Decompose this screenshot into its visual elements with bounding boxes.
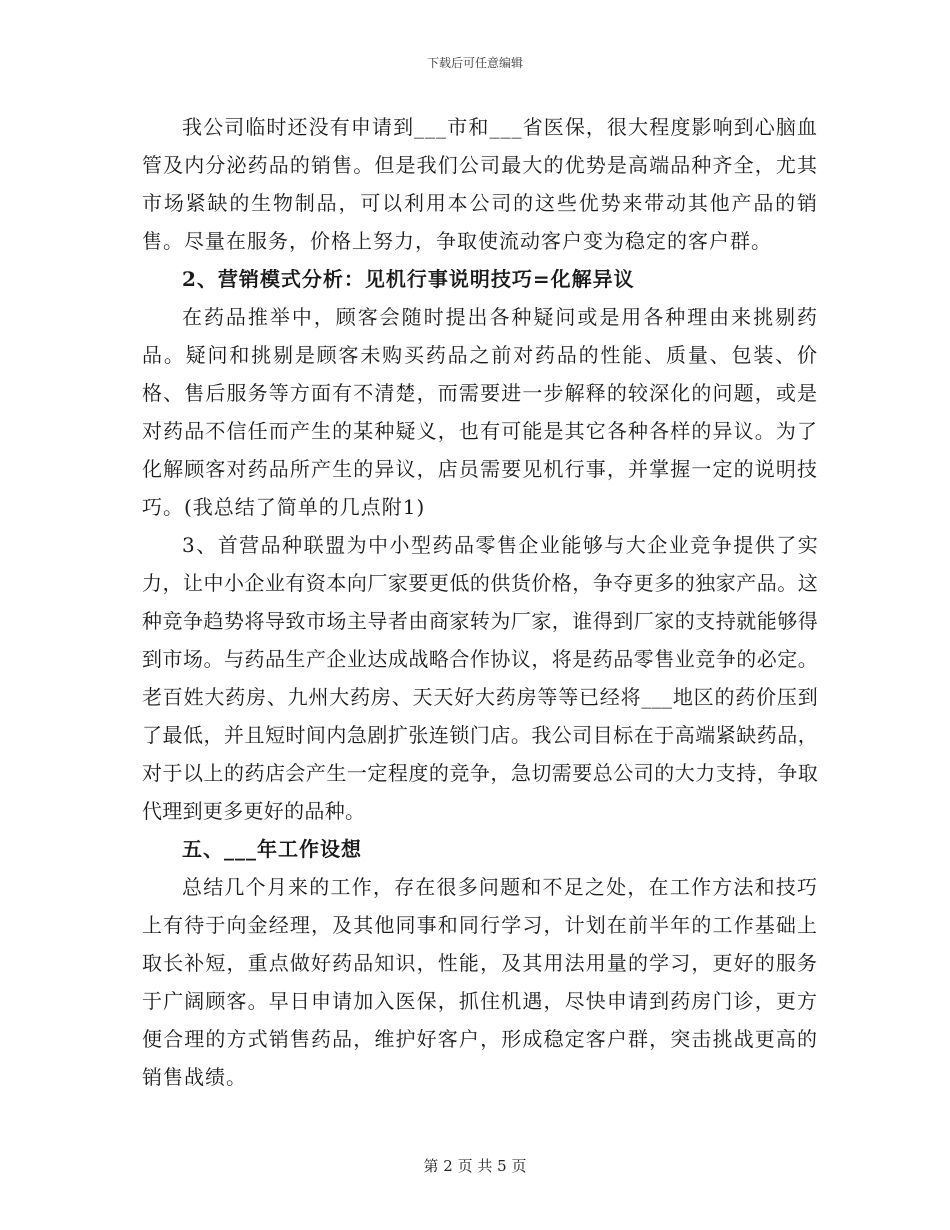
section-heading-work-plan: 五、___年工作设想: [182, 837, 362, 861]
page-header-note: 下载后可任意编辑: [426, 56, 523, 70]
paragraph-medical-insurance: 我公司临时还没有申请到___市和___省医保，很大程度影响到心脑血管及内分泌药品的销售。但是我们公司最大的优势是高端品种齐全，尤其市场紧缺的生物制品，可以利用本公司的这些优势来带动其他产品的销售。尽量在服务，价格上努力，争取使流动客户变为稳定的客户群。: [142, 115, 818, 253]
paragraph-objection-handling: 在药品推举中，顾客会随时提出各种疑问或是用各种理由来挑剔药品。疑问和挑剔是顾客未购买药品之前对药品的性能、质量、包装、价格、售后服务等方面有不清楚，而需要进一步解释的较深化的问题，或是对药品不信任而产生的某种疑义，也有可能是其它各种各样的异议。为了化解顾客对药品所产生的异议，店员需要见机行事，并掌握一定的说明技巧。(我总结了简单的几点附1): [142, 305, 818, 519]
section-heading-marketing-model: 2、营销模式分析：见机行事说明技巧=化解异议: [182, 267, 635, 291]
paragraph-first-product-alliance: 3、首营品种联盟为中小型药品零售企业能够与大企业竞争提供了实力，让中小企业有资本向厂家要更低的供货价格，争夺更多的独家产品。这种竞争趋势将导致市场主导者由商家转为厂家，谁得到厂家的支持就能够得到市场。与药品生产企业达成战略合作协议，将是药品零售业竞争的必定。老百姓大药房、九州大药房、天天好大药房等等已经将___地区的药价压到了最低，并且短时间内急剧扩张连锁门店。我公司目标在于高端紧缺药品，对于以上的药店会产生一定程度的竞争，急切需要总公司的大力支持，争取代理到更多更好的品种。: [142, 533, 818, 823]
page-number: 第 2 页 共 5 页: [423, 1157, 527, 1175]
document-body: [142, 108, 818, 1096]
paragraph-work-summary: 总结几个月来的工作，存在很多问题和不足之处，在工作方法和技巧上有待于向金经理，及其他同事和同行学习，计划在前半年的工作基础上取长补短，重点做好药品知识，性能，及其用法用量的学习，更好的服务于广阔顾客。早日申请加入医保，抓住机遇，尽快申请到药房门诊，更方便合理的方式销售药品，维护好客户，形成稳定客户群，突击挑战更高的销售战绩。: [142, 875, 818, 1089]
